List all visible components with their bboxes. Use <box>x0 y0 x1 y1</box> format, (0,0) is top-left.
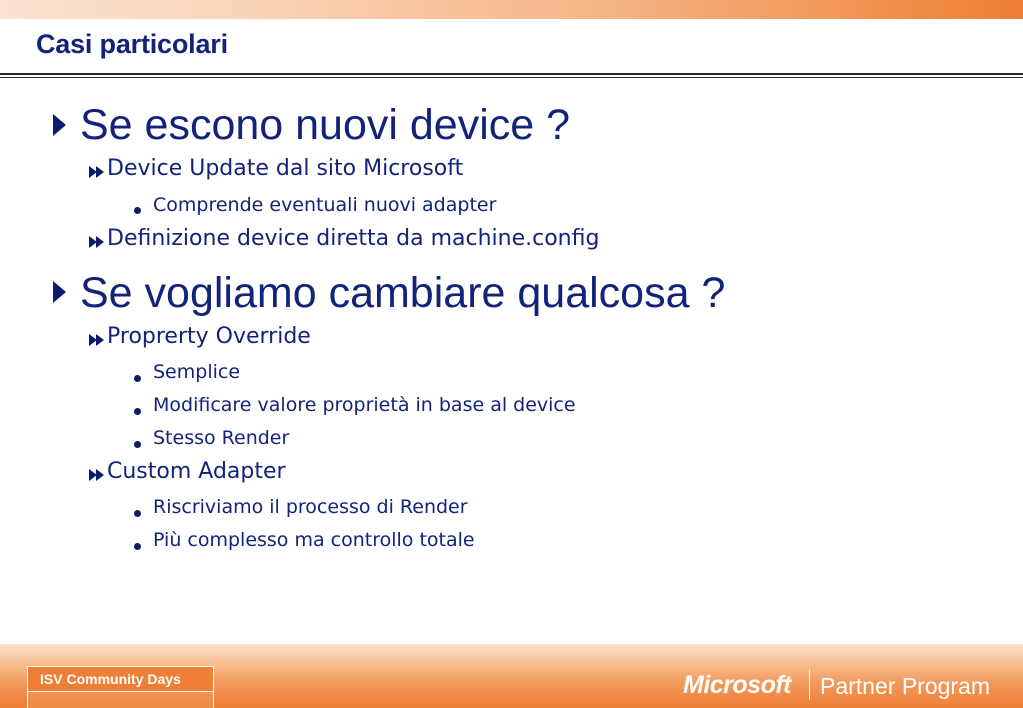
list-item-text: Riscriviamo il processo di Render <box>153 496 468 518</box>
dot-bullet-icon <box>134 207 141 214</box>
list-item-text: Se escono nuovi device ? <box>80 101 571 149</box>
list-item <box>153 194 496 216</box>
dot-bullet-icon <box>134 375 141 382</box>
double-triangle-bullet-icon <box>89 166 105 178</box>
triangle-bullet-icon <box>53 281 66 303</box>
dot-bullet-icon <box>134 408 141 415</box>
title-divider <box>0 73 1023 75</box>
isv-badge-label: ISV Community Days <box>28 667 213 692</box>
double-triangle-bullet-icon <box>89 236 105 248</box>
title-divider-thin <box>0 77 1023 78</box>
list-item <box>107 459 286 484</box>
list-item <box>80 101 570 150</box>
list-item-text: Più complesso ma controllo totale <box>153 529 475 551</box>
list-item-text: Custom Adapter <box>107 459 286 484</box>
list-item-text: Device Update dal sito Microsoft <box>107 156 464 181</box>
top-gradient-band <box>0 0 1023 19</box>
dot-bullet-icon <box>134 441 141 448</box>
list-item <box>153 529 475 551</box>
dot-bullet-icon <box>134 543 141 550</box>
list-item <box>80 269 725 318</box>
microsoft-logo: Microsoft <box>683 671 791 699</box>
list-item <box>153 496 468 518</box>
dot-bullet-icon <box>134 510 141 517</box>
list-item-text: Stesso Render <box>153 427 290 449</box>
list-item-text: Modificare valore proprietà in base al device <box>153 394 576 416</box>
list-item <box>153 427 289 449</box>
double-triangle-bullet-icon <box>89 469 105 481</box>
list-item-text: Definizione device diretta da machine.config <box>107 226 600 251</box>
list-item-text: Comprende eventuali nuovi adapter <box>153 194 497 216</box>
list-item <box>107 324 311 349</box>
list-item <box>107 226 599 251</box>
list-item-text: Proprerty Override <box>107 324 311 349</box>
slide-title: Casi particolari <box>36 29 228 59</box>
list-item-text: Semplice <box>153 361 241 383</box>
list-item <box>107 156 463 181</box>
list-item <box>153 394 576 416</box>
double-triangle-bullet-icon <box>89 334 105 346</box>
partner-program-label: Partner Program <box>820 673 991 699</box>
triangle-bullet-icon <box>53 114 66 136</box>
list-item <box>153 361 240 383</box>
logo-separator <box>809 670 810 700</box>
isv-community-days-logo <box>27 666 214 708</box>
list-item-text: Se vogliamo cambiare qualcosa ? <box>80 269 726 317</box>
